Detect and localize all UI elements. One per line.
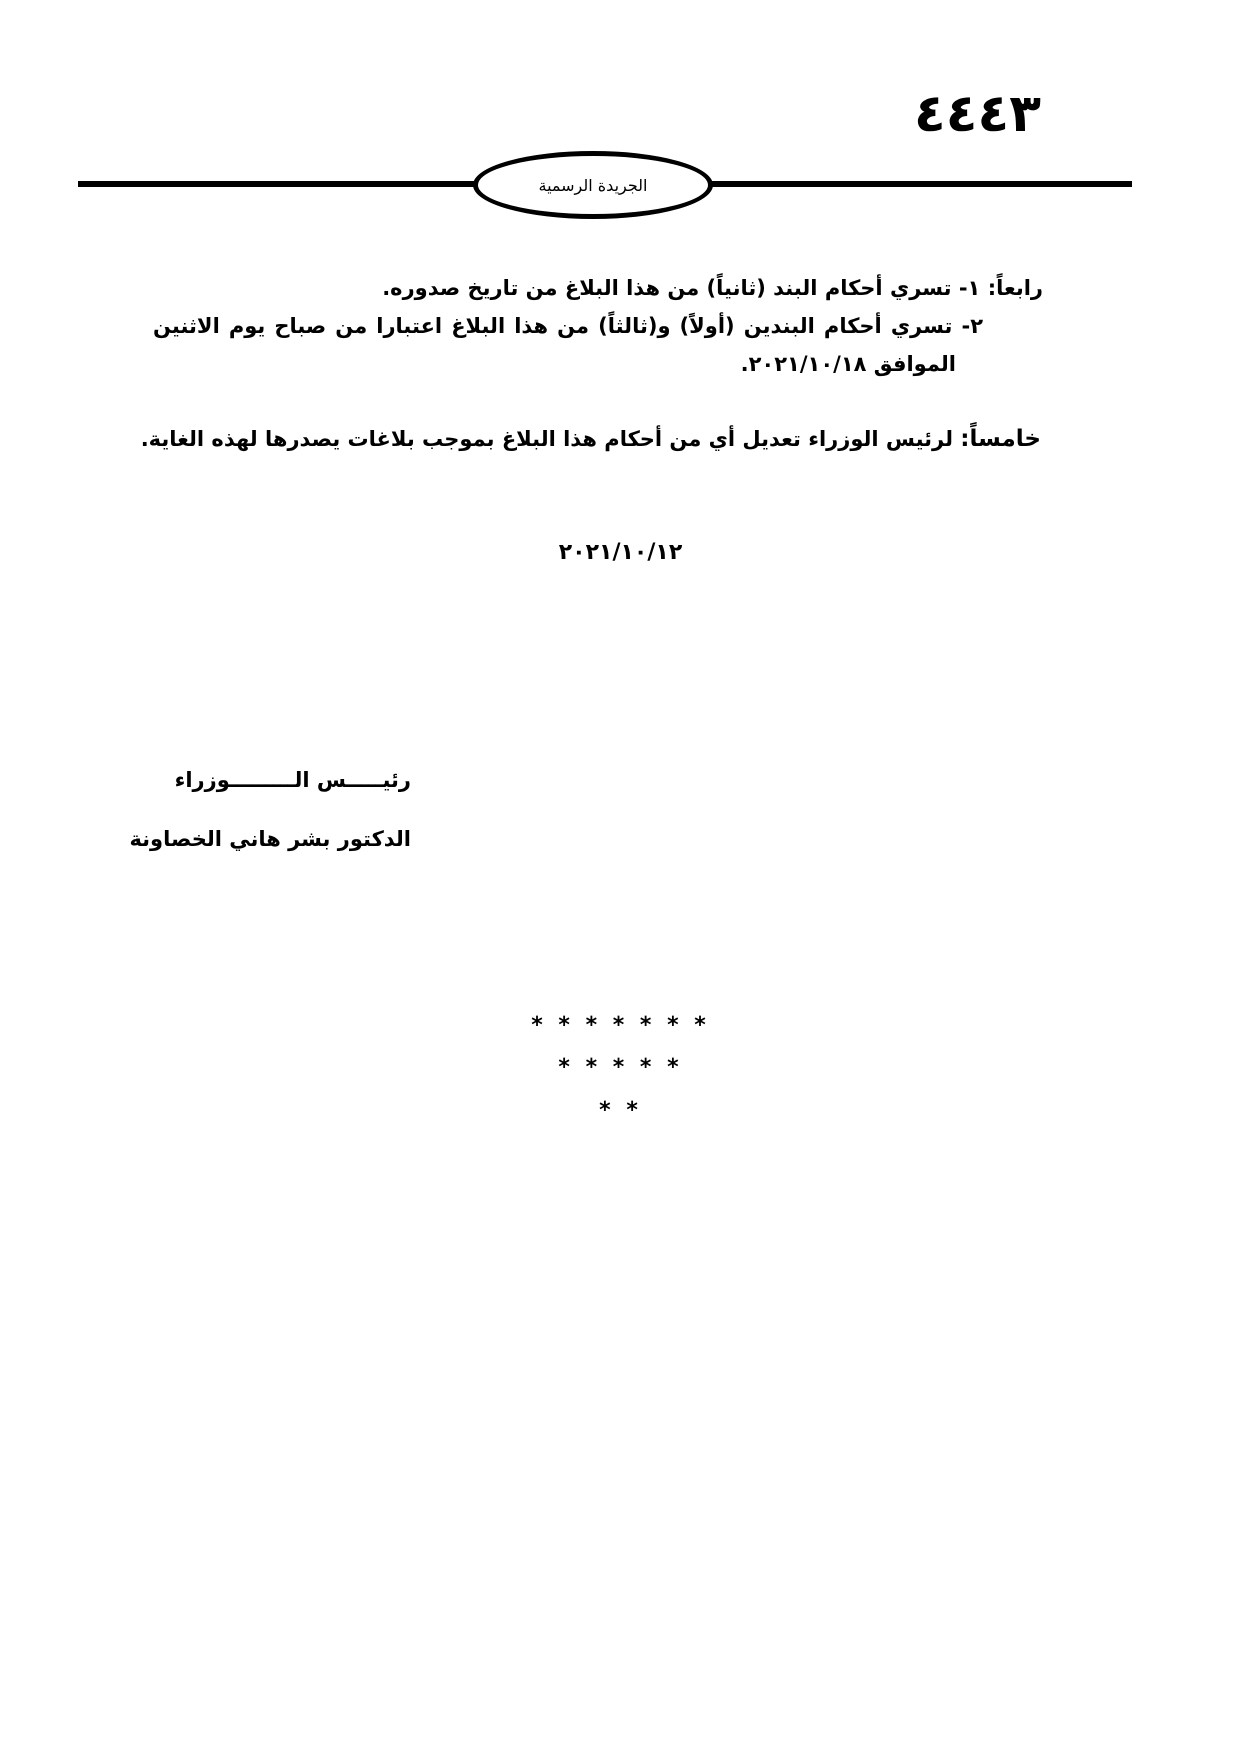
ornament-line-2: * * * * * bbox=[558, 1055, 683, 1080]
signature-name: الدكتور بشر هاني الخصاونة bbox=[129, 827, 411, 851]
ornament-line-1: * * * * * * * bbox=[531, 1013, 710, 1038]
section-five-line bbox=[141, 426, 1041, 454]
section-five-text: لرئيس الوزراء تعديل أي من أحكام هذا البلاغ بموجب بلاغات يصدرها لهذه الغاية. bbox=[140, 427, 953, 451]
item-1-number: ١- bbox=[958, 276, 981, 300]
section-four-line-2 bbox=[153, 314, 983, 338]
item-2-text-line-1: تسري أحكام البندين (أولاً) و(ثالثاً) من هذا البلاغ اعتبارا من صباح يوم الاثنين bbox=[153, 314, 953, 338]
section-four-label: رابعاً: bbox=[987, 276, 1043, 300]
gazette-title-oval bbox=[473, 151, 713, 219]
ornament-line-3: * * bbox=[599, 1098, 642, 1123]
item-2-text-line-2: الموافق ٢٠٢١/١٠/١٨. bbox=[740, 352, 956, 376]
gazette-title: الجريدة الرسمية bbox=[538, 175, 648, 195]
section-five-label: خامساً: bbox=[960, 426, 1041, 452]
item-2-number: ٢- bbox=[961, 314, 984, 338]
item-1-text: تسري أحكام البند (ثانياً) من هذا البلاغ من تاريخ صدوره. bbox=[382, 276, 952, 300]
section-four-line-1 bbox=[382, 276, 1043, 301]
issue-date: ٢٠٢١/١٠/١٢ bbox=[558, 540, 683, 565]
signature-title: رئيـــــس الـــــــــوزراء bbox=[174, 768, 411, 792]
page-number: ٤٤٤٣ bbox=[914, 84, 1041, 144]
